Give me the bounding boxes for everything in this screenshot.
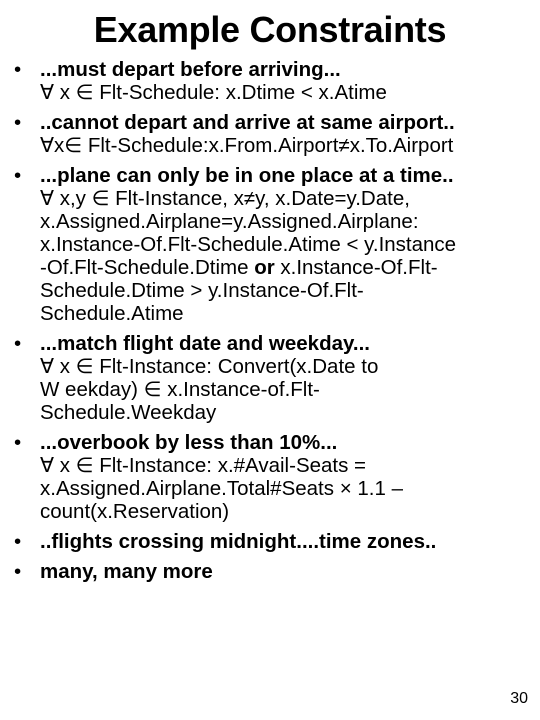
item-formula: count(x.Reservation): [40, 500, 230, 523]
constraint-list: [14, 58, 532, 590]
list-item: [14, 164, 532, 325]
list-item: [14, 431, 532, 523]
item-heading: ...overbook by less than 10%...: [40, 431, 338, 454]
item-formula: ∀x∈ Flt-Schedule:x.From.Airport≠x.To.Airport: [40, 134, 454, 157]
item-formula: x.Assigned.Airplane=y.Assigned.Airplane:: [40, 210, 419, 233]
formula-part: -Of.Flt-Schedule.Dtime: [40, 256, 249, 279]
item-heading: many, many more: [40, 560, 213, 583]
bullet-icon: •: [14, 431, 22, 454]
item-heading: ...match flight date and weekday...: [40, 332, 370, 355]
item-formula: x.Instance-Of.Flt-Schedule.Atime < y.Instance: [40, 233, 457, 256]
or-keyword: or: [254, 256, 275, 279]
item-formula: ∀ x,y ∈ Flt-Instance, x≠y, x.Date=y.Date,: [40, 187, 410, 210]
formula-part: x.Instance-Of.Flt-: [280, 256, 438, 279]
item-formula: Schedule.Atime: [40, 302, 184, 325]
page-number: 30: [510, 690, 528, 707]
list-item: [14, 530, 532, 553]
list-item: [14, 560, 532, 583]
item-formula: Schedule.Weekday: [40, 401, 217, 424]
bullet-icon: •: [14, 58, 22, 81]
item-heading: ...must depart before arriving...: [40, 58, 341, 81]
item-formula: ∀ x ∈ Flt-Instance: Convert(x.Date to: [40, 355, 379, 378]
list-item: [14, 111, 532, 157]
bullet-icon: •: [14, 560, 22, 583]
bullet-icon: •: [14, 332, 22, 355]
item-formula: Schedule.Dtime > y.Instance-Of.Flt-: [40, 279, 364, 302]
item-formula: [40, 256, 532, 279]
bullet-icon: •: [14, 530, 22, 553]
slide-title: Example Constraints: [93, 9, 447, 50]
item-formula: ∀ x ∈ Flt-Instance: x.#Avail-Seats =: [40, 454, 367, 477]
item-heading: ..cannot depart and arrive at same airport..: [40, 111, 455, 134]
item-formula: W eekday) ∈ x.Instance-of.Flt-: [40, 378, 320, 401]
item-heading: ..flights crossing midnight....time zones..: [40, 530, 437, 553]
list-item: [14, 58, 532, 104]
bullet-icon: •: [14, 111, 22, 134]
list-item: [14, 332, 532, 424]
item-formula: ∀ x ∈ Flt-Schedule: x.Dtime < x.Atime: [40, 81, 387, 104]
bullet-icon: •: [14, 164, 22, 187]
item-formula: x.Assigned.Airplane.Total#Seats × 1.1 –: [40, 477, 403, 500]
item-heading: ...plane can only be in one place at a time..: [40, 164, 454, 187]
